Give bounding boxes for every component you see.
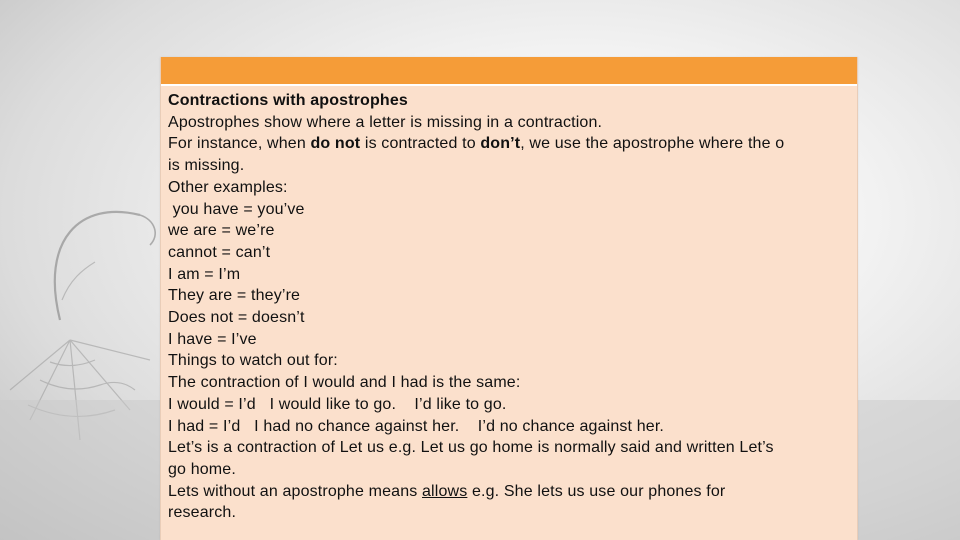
intro-text: Apostrophes show where a letter is missing in a contraction. bbox=[168, 113, 603, 131]
instance-part-3: , we use the apostrophe where the o bbox=[520, 135, 785, 153]
example-item: I have = I’ve bbox=[168, 330, 257, 348]
watch-out-heading: Things to watch out for: bbox=[168, 352, 338, 370]
lets-without-text bbox=[168, 481, 852, 503]
watch-out-line-1: The contraction of I would and I had is the same: bbox=[168, 374, 521, 392]
lets-without-part-1: Lets without an apostrophe means bbox=[168, 482, 422, 500]
instance-bold-2: don’t bbox=[480, 135, 521, 153]
example-item: I am = I’m bbox=[168, 265, 241, 283]
lets-line-1: Let’s is a contraction of Let us e.g. Let us go home is normally said and written Let’s bbox=[168, 439, 774, 457]
example-item: They are = they’re bbox=[168, 287, 301, 305]
other-examples-heading: Other examples: bbox=[168, 178, 288, 196]
instance-text bbox=[168, 133, 852, 155]
content-card bbox=[160, 57, 858, 540]
example-item: Does not = doesn’t bbox=[168, 309, 305, 327]
example-item: you have = you’ve bbox=[168, 200, 305, 218]
slide-body bbox=[168, 90, 852, 524]
lets-without-part-2: e.g. She lets us use our phones for bbox=[467, 482, 726, 500]
watch-out-line-3: I had = I’d I had no chance against her. I’d no chance against her. bbox=[168, 417, 665, 435]
allows-underlined: allows bbox=[422, 482, 468, 500]
slide-title: Contractions with apostrophes bbox=[168, 92, 408, 109]
instance-part-1: For instance, when bbox=[168, 135, 311, 153]
lets-without-continuation: research. bbox=[168, 504, 237, 522]
watch-out-line-2: I would = I’d I would like to go. I’d like to go. bbox=[168, 395, 507, 413]
instance-continuation: is missing. bbox=[168, 157, 245, 175]
example-item: we are = we’re bbox=[168, 222, 275, 240]
example-item: cannot = can’t bbox=[168, 243, 271, 261]
instance-bold-1: do not bbox=[310, 135, 361, 153]
header-bar bbox=[161, 57, 857, 86]
lets-line-2: go home. bbox=[168, 460, 236, 478]
instance-part-2: is contracted to bbox=[360, 135, 481, 153]
